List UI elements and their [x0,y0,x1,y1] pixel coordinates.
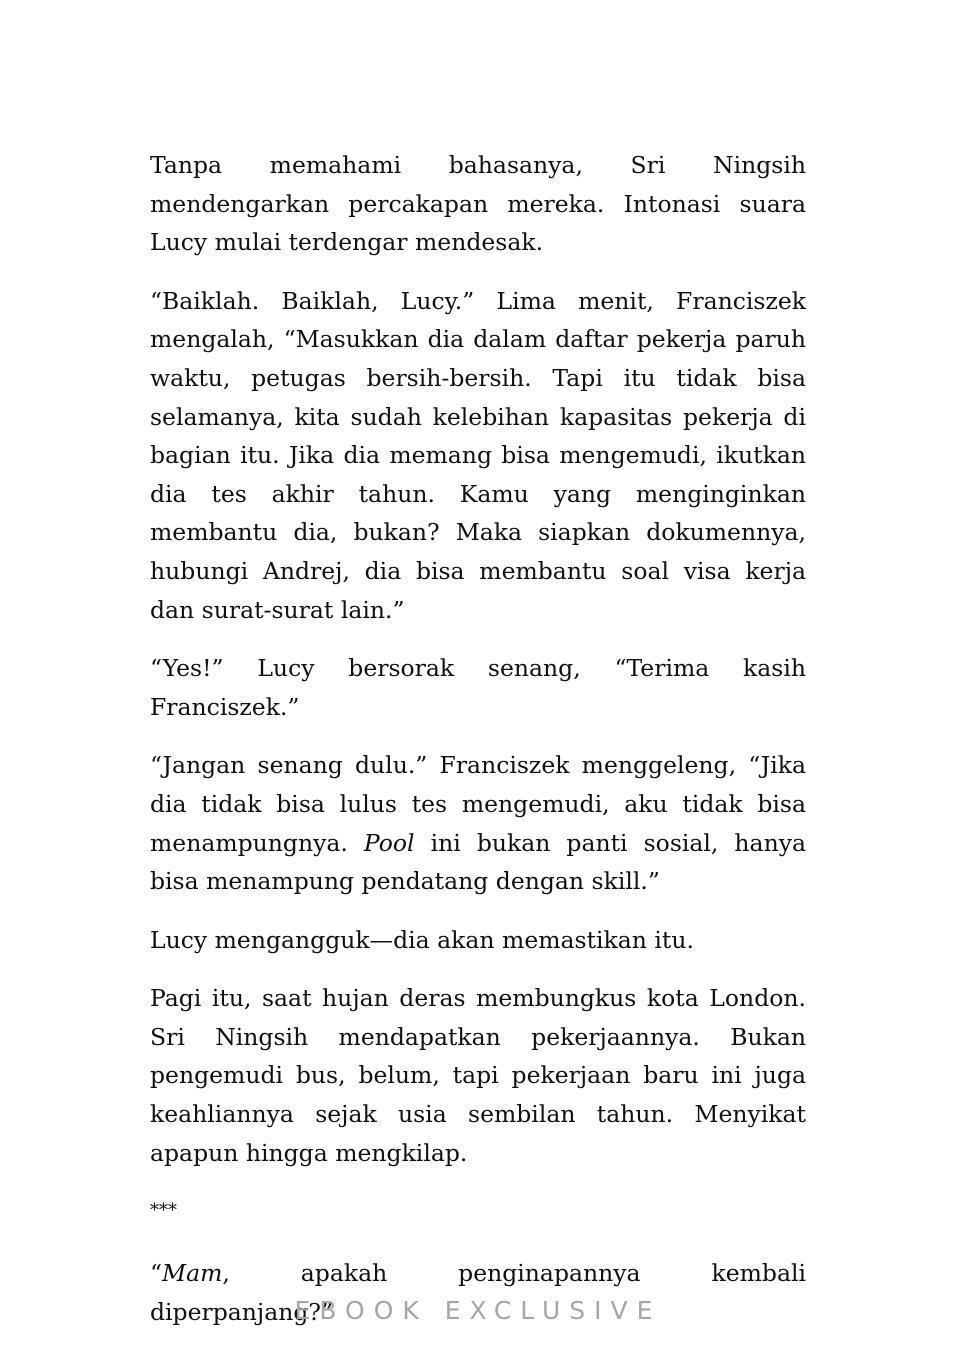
section-separator: *** [150,1200,177,1222]
paragraph-5: Lucy mengangguk—dia akan memastikan itu. [150,925,694,954]
paragraph-7-italic: Mam [162,1259,223,1288]
paragraph-6: Pagi itu, saat hujan deras membungkus kota London. Sri Ningsih mendapatkan pekerjaannya. Bukan pengemudi bus, belum, tapi pekerjaan baru ini juga keahliannya sejak usia sembilan tahun. Menyikat apapun hingga mengkilap. [150,984,806,1167]
paragraph-1: Tanpa memahami bahasanya, Sri Ningsih mendengarkan percakapan mereka. Intonasi suara Lucy mulai terdengar mendesak. [150,151,806,257]
paragraph-4-text-b: ini bukan panti sosial, hanya bisa menampung pendatang dengan skill.” [150,828,806,896]
page-body [150,146,806,1351]
paragraph-7-quote: “ [150,1259,163,1288]
paragraph-4 [150,746,806,900]
paragraph-3: “Yes!” Lucy bersorak senang, “Terima kasih Franciszek.” [150,654,806,721]
paragraph-4-italic: Pool [363,828,415,857]
ebook-exclusive-footer: EBOOK EXCLUSIVE [294,1296,662,1325]
paragraph-2: “Baiklah. Baiklah, Lucy.” Lima menit, Franciszek mengalah, “Masukkan dia dalam daftar pekerja paruh waktu, petugas bersih-bersih. Tapi itu tidak bisa selamanya, kita sudah kelebihan kapasitas pekerja di bagian itu. Jika dia memang bisa mengemudi, ikutkan dia tes akhir tahun. Kamu yang menginginkan membantu dia, bukan? Maka siapkan dokumennya, hubungi Andrej, dia bisa membantu soal visa kerja dan surat-surat lain.” [150,286,806,624]
paragraph-7-text: , apakah penginapannya kembali diperpanjang?” [150,1259,806,1326]
paragraph-4-text-a: “Jangan senang dulu.” Franciszek menggeleng, “Jika dia tidak bisa lulus tes mengemudi, aku tidak bisa menampungnya. [150,751,806,857]
